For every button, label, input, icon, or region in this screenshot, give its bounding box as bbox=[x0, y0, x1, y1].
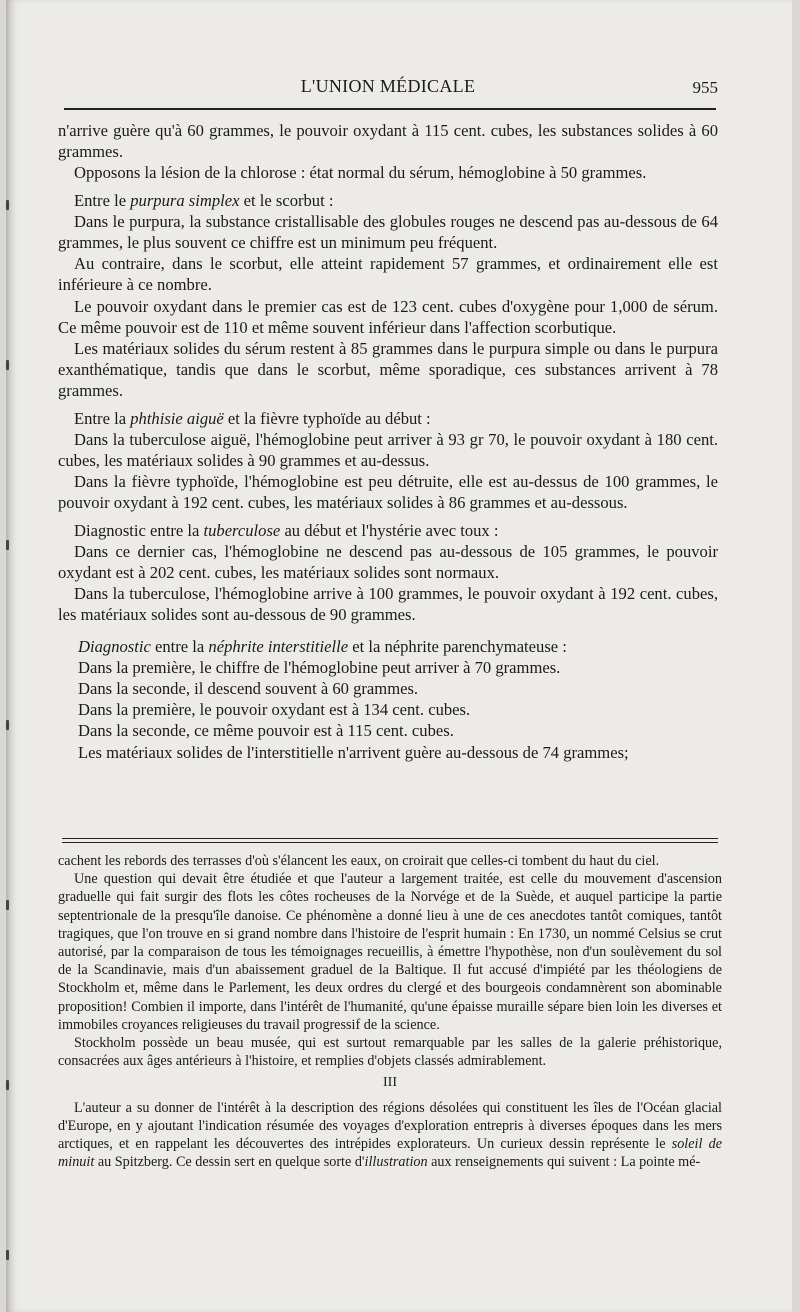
paragraph: Au contraire, dans le scorbut, elle atteint rapidement 57 grammes, et ordinairement elle est inférieure à ce nombre. bbox=[58, 254, 718, 295]
paragraph: Entre la phthisie aiguë et la fièvre typhoïde au début : bbox=[74, 408, 431, 428]
paragraph: cachent les rebords des terrasses d'où s'élancent les eaux, on croirait que celles-ci tombent du haut du ciel. bbox=[58, 853, 660, 869]
page bbox=[6, 0, 792, 1312]
paragraph: Entre le purpura simplex et le scorbut : bbox=[74, 190, 334, 210]
paragraph: Dans la tuberculose aiguë, l'hémoglobine peut arriver à 93 gr 70, le pouvoir oxydant à 180 cent. cubes, les matériaux solides à 90 grammes et au-dessus. bbox=[58, 429, 718, 471]
paragraph: n'arrive guère qu'à 60 grammes, le pouvoir oxydant à 115 cent. cubes, les substances solides à 60 grammes. bbox=[58, 121, 718, 162]
paragraph: Les matériaux solides du sérum restent à 85 grammes dans le purpura simple ou dans le purpura exanthématique, tandis que dans le scorbut, même sporadique, ces substances arrivent à 78 grammes. bbox=[58, 339, 718, 401]
list-item: Dans la première, le chiffre de l'hémoglobine peut arriver à 70 grammes. bbox=[78, 657, 561, 677]
emphasis: tuberculose bbox=[203, 520, 281, 540]
page-header bbox=[58, 76, 718, 98]
binding-mark bbox=[6, 720, 9, 730]
diagnostic-list bbox=[58, 636, 718, 763]
paragraph: Dans le purpura, la substance cristallisable des globules rouges ne descend pas au-dessous de 64 grammes, le plus souvent ce chiffre est un minimum peu fréquent. bbox=[58, 211, 718, 253]
feuilleton bbox=[58, 852, 722, 1171]
paragraph: Dans la fièvre typhoïde, l'hémoglobine est peu détruite, elle est au-dessus de 100 grammes, le pouvoir oxydant à 192 cent. cubes, les matériaux solides à 86 grammes et au-dessous. bbox=[58, 472, 718, 513]
emphasis: illustration bbox=[364, 1154, 428, 1171]
emphasis: phthisie aiguë bbox=[130, 408, 224, 428]
list-item: Dans la seconde, ce même pouvoir est à 115 cent. cubes. bbox=[78, 721, 454, 741]
paragraph: Le pouvoir oxydant dans le premier cas est de 123 cent. cubes d'oxygène pour 1,000 de sérum. Ce même pouvoir est de 110 et même souvent inférieur dans l'affection scorbutique. bbox=[58, 296, 718, 337]
emphasis: soleil de minuit bbox=[58, 1136, 723, 1171]
page-number: 955 bbox=[692, 78, 718, 97]
paragraph: Dans la tuberculose, l'hémoglobine arrive à 100 grammes, le pouvoir oxydant à 192 cent. cubes, les matériaux solides sont au-dessous de 90 grammes. bbox=[58, 584, 718, 625]
section-number: III bbox=[383, 1075, 397, 1091]
paragraph: Opposons la lésion de la chlorose : état normal du sérum, hémoglobine à 50 grammes. bbox=[74, 163, 647, 183]
binding-mark bbox=[6, 1250, 9, 1260]
paragraph: Une question qui devait être étudiée et que l'auteur a largement traitée, est celle du mouvement d'ascension graduelle qui fait surgir des flots les côtes rocheuses de la Norvége et de la Suède, et auquel participe la partie septentrionale de la presqu'île danoise. Ce phénomène a donné lieu à une de ces anecdotes tantôt comiques, tantôt tragiques, que l'on trouve en si grand nombre dans l'histoire de l'esprit humain : En 1730, un nommé Celsius se crut autorisé, par la comparaison de tous les témoignages recueillis, à émettre l'hypothèse, non d'un soulèvement du sol de la Scandinavie, mais d'un abaissement graduel de la Baltique. Il fut accusé d'impiété par les théologiens de Stockholm et, même dans le Parlement, les deux ordres du clergé et des bourgeois condamnèrent son abominable proposition! Combien il importe, dans l'intérêt de l'humanité, qu'une épaisse muraille sépare bien loin les diverses et immobiles croyances religieuses du travail progressif de la science. bbox=[58, 871, 722, 1033]
binding-mark bbox=[6, 900, 9, 910]
list-item: Diagnostic entre la néphrite interstitielle et la néphrite parenchymateuse : bbox=[78, 636, 567, 656]
binding-mark bbox=[6, 360, 9, 370]
binding-mark bbox=[6, 540, 9, 550]
main-article bbox=[58, 120, 718, 763]
list-item: Dans la seconde, il descend souvent à 60 grammes. bbox=[78, 679, 419, 699]
paragraph: Diagnostic entre la tuberculose au début et l'hystérie avec toux : bbox=[74, 520, 499, 540]
paragraph: L'auteur a su donner de l'intérêt à la description des régions désolées qui constituent les îles de l'Océan glacial d'Europe, en y ajoutant l'indication résumée des voyages d'exploration entrepris à diverses époques dans les mers arctiques, et en rappelant les découvertes des intrépides explorateurs. Un curieux dessin représente le soleil de minuit au Spitzberg. Ce dessin sert en quelque sorte d'illustration aux renseignements qui suivent : La pointe mé- bbox=[58, 1099, 723, 1171]
emphasis: purpura simplex bbox=[130, 190, 240, 210]
binding-mark bbox=[6, 1080, 9, 1090]
feuilleton-separator bbox=[62, 838, 718, 843]
paragraph: Stockholm possède un beau musée, qui est surtout remarquable par les salles de la galerie préhistorique, consacrées aux âges antérieurs à l'histoire, et remplies d'objets classés admirablement. bbox=[58, 1035, 722, 1070]
paragraph: Dans ce dernier cas, l'hémoglobine ne descend pas au-dessous de 105 grammes, le pouvoir oxydant est à 202 cent. cubes, les matériaux solides sont normaux. bbox=[58, 541, 718, 583]
running-title: L'UNION MÉDICALE bbox=[300, 76, 476, 96]
header-rule bbox=[64, 108, 716, 110]
binding-mark bbox=[6, 200, 9, 210]
list-item: Dans la première, le pouvoir oxydant est à 134 cent. cubes. bbox=[78, 700, 471, 720]
list-item: Les matériaux solides de l'interstitielle n'arrivent guère au-dessous de 74 grammes; bbox=[78, 742, 629, 762]
